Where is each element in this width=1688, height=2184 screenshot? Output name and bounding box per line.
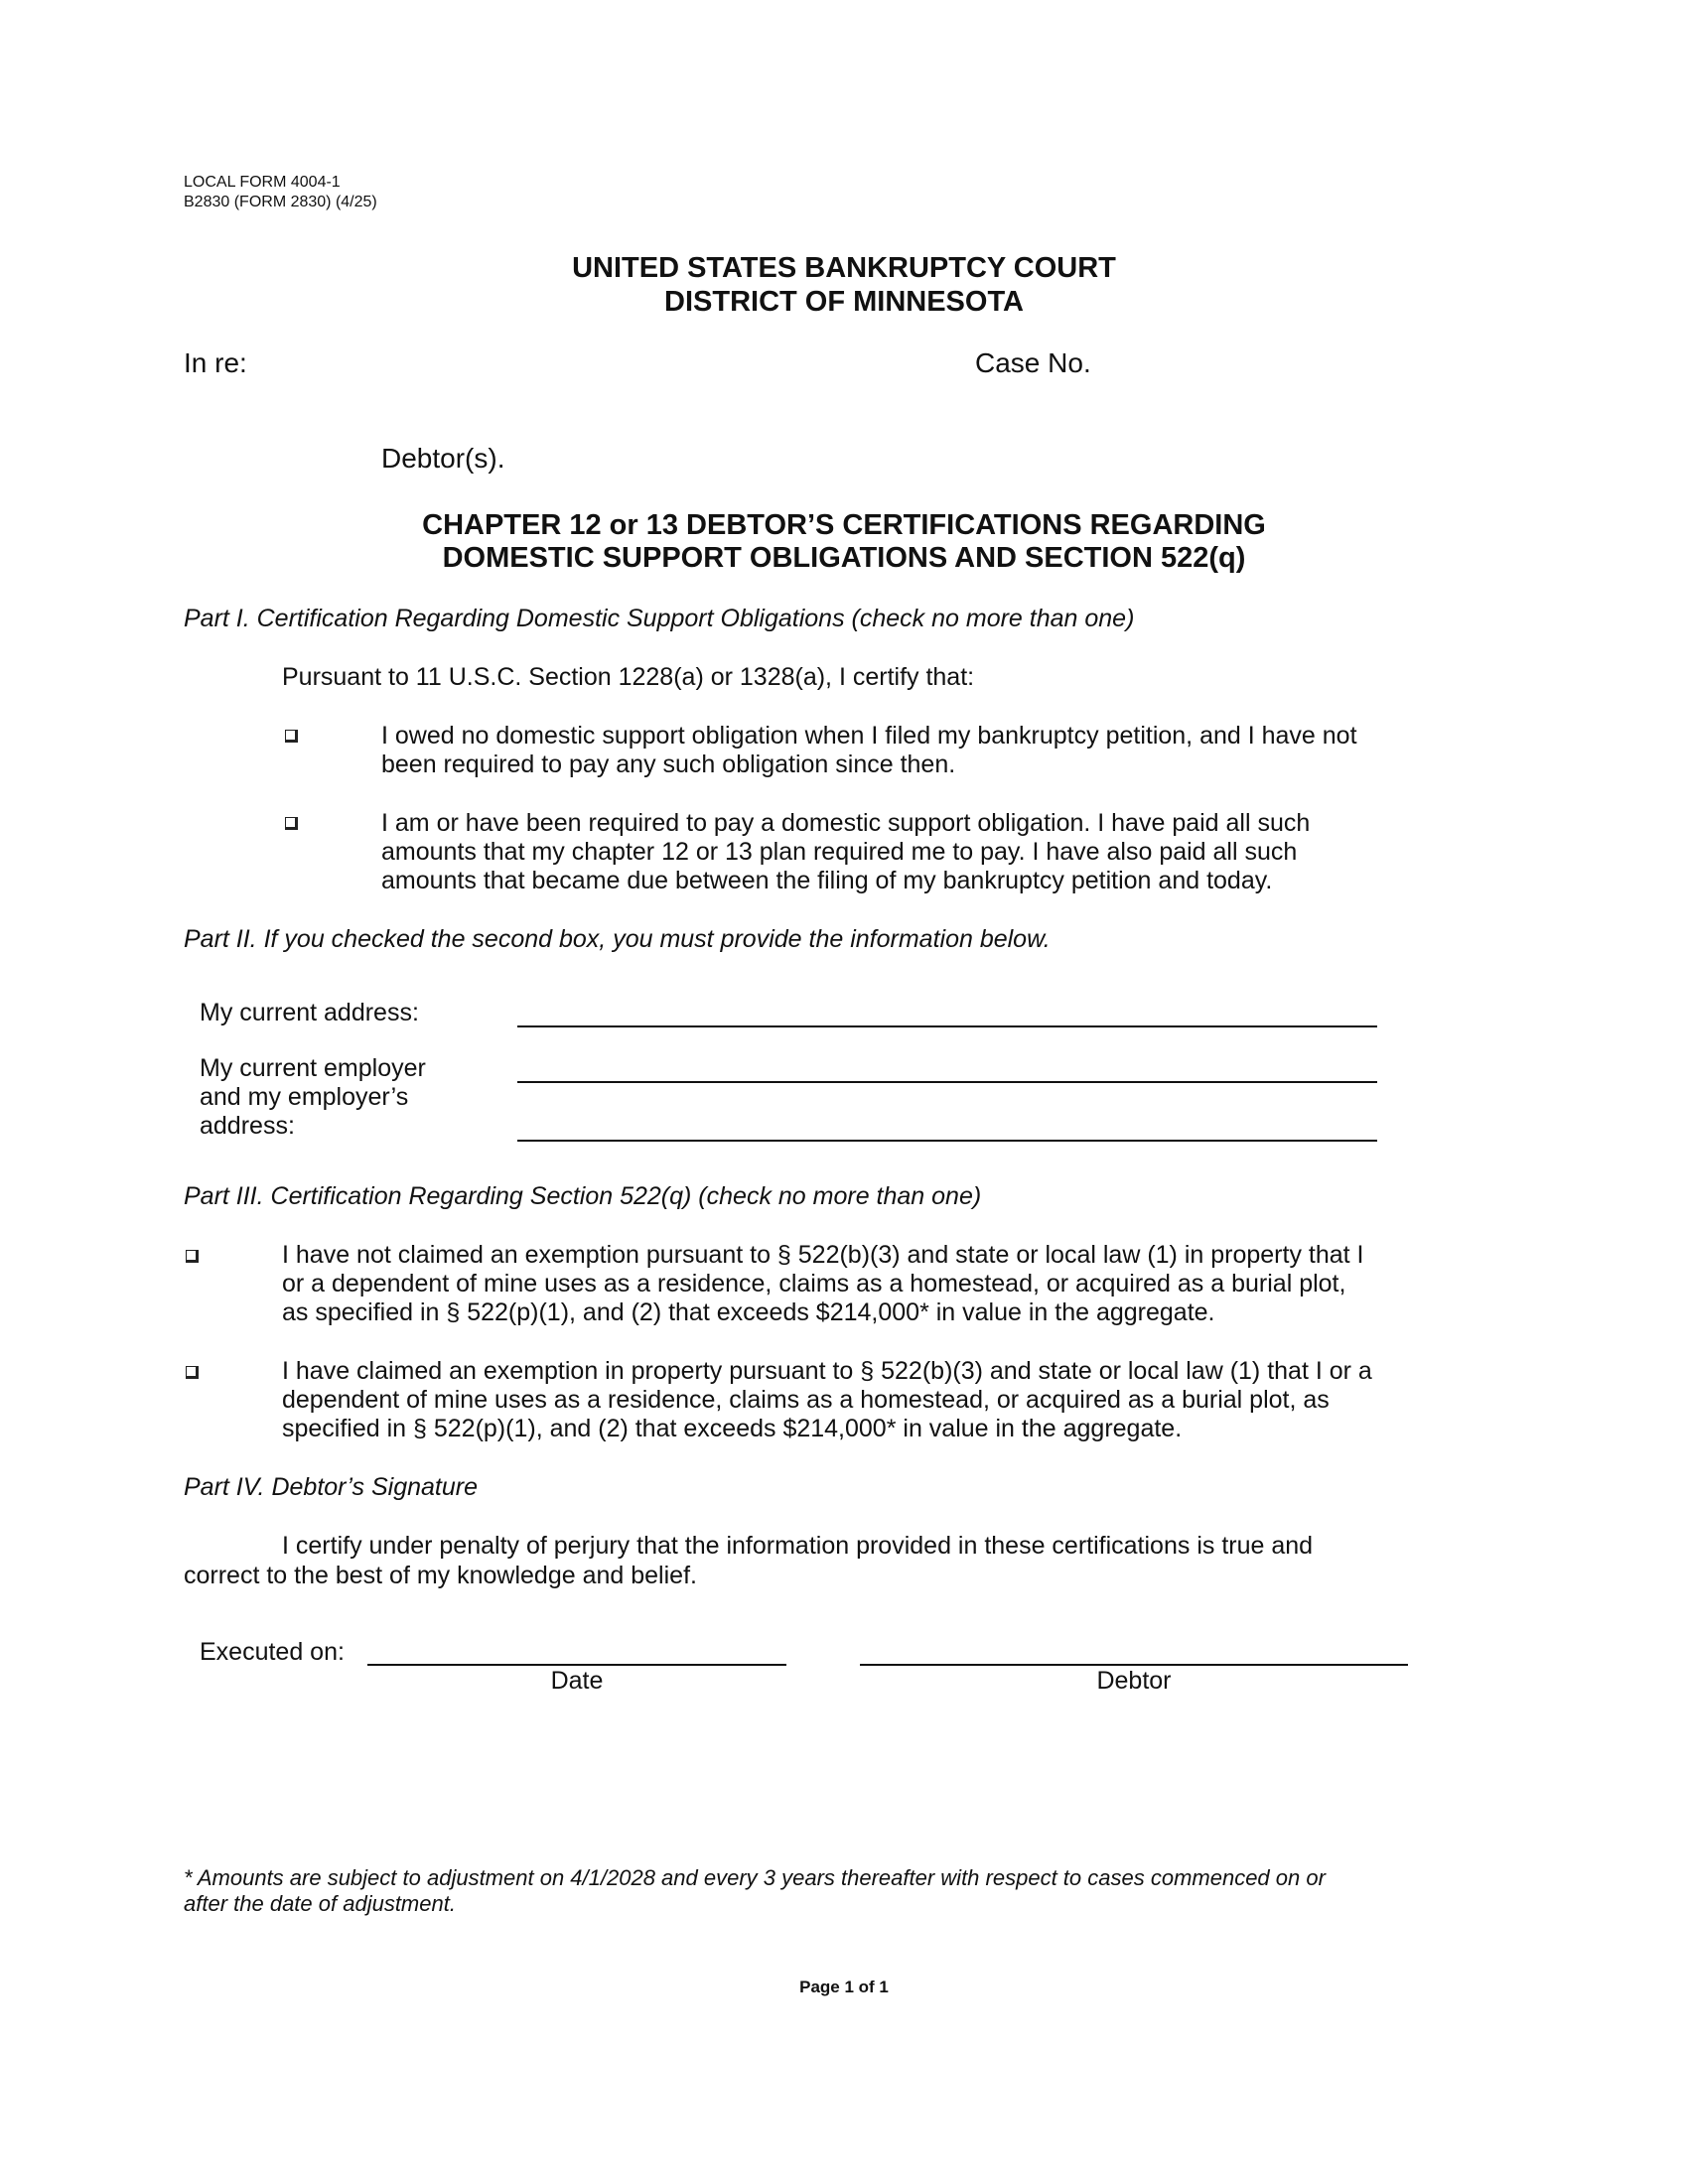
part1-intro: Pursuant to 11 U.S.C. Section 1228(a) or 1328(a), I certify that: <box>282 663 975 691</box>
case-no-label: Case No. <box>975 347 1091 378</box>
text-line: dependent of mine uses as a residence, claims as a homestead, or acquired as a burial plot, as <box>282 1386 1330 1414</box>
in-re-label: In re: <box>184 347 247 378</box>
debtors-label: Debtor(s). <box>381 443 505 474</box>
form-ref: B2830 (FORM 2830) (4/25) <box>184 194 377 210</box>
text-line: amounts that became due between the filing of my bankruptcy petition and today. <box>381 867 1273 894</box>
court-name: UNITED STATES BANKRUPTCY COURT <box>572 252 1116 284</box>
doc-title-line2: DOMESTIC SUPPORT OBLIGATIONS AND SECTION 522(q) <box>442 542 1246 574</box>
employer-field-line2[interactable] <box>517 1140 1377 1142</box>
text-line: address: <box>200 1112 295 1140</box>
part3-option2-text <box>282 1357 1372 1443</box>
text-line: I have not claimed an exemption pursuant to § 522(b)(3) and state or local law (1) in property that I <box>282 1241 1364 1269</box>
text-line: specified in § 522(p)(1), and (2) that exceeds $214,000* in value in the aggregate. <box>282 1415 1183 1442</box>
text-line: been required to pay any such obligation since then. <box>381 751 956 778</box>
current-address-field[interactable] <box>517 1025 1377 1027</box>
part1-heading: Part I. Certification Regarding Domestic Support Obligations (check no more than one) <box>184 605 1135 632</box>
form-id: LOCAL FORM 4004-1 <box>184 174 341 191</box>
part3-heading: Part III. Certification Regarding Section 522(q) (check no more than one) <box>184 1182 982 1210</box>
debtor-label: Debtor <box>1096 1667 1172 1695</box>
date-label: Date <box>550 1667 604 1695</box>
page-number: Page 1 of 1 <box>799 1978 889 1996</box>
part1-option1-checkbox[interactable] <box>285 730 298 743</box>
employer-field-line1[interactable] <box>517 1081 1377 1083</box>
text-line: I owed no domestic support obligation when I filed my bankruptcy petition, and I have not <box>381 722 1357 750</box>
court-district: DISTRICT OF MINNESOTA <box>664 286 1024 318</box>
part2-heading: Part II. If you checked the second box, you must provide the information below. <box>184 925 1051 953</box>
perjury-statement-line1: I certify under penalty of perjury that the information provided in these certifications is true and <box>282 1532 1314 1560</box>
part4-heading: Part IV. Debtor’s Signature <box>184 1473 478 1501</box>
date-signature-line[interactable] <box>367 1664 786 1666</box>
text-line: or a dependent of mine uses as a residence, claims as a homestead, or acquired as a burial plot, <box>282 1270 1346 1297</box>
part1-option2-checkbox[interactable] <box>285 817 298 830</box>
text-line: amounts that my chapter 12 or 13 plan required me to pay. I have also paid all such <box>381 838 1298 866</box>
text-line: and my employer’s <box>200 1083 409 1111</box>
employer-label <box>200 1054 426 1141</box>
executed-on-label: Executed on: <box>200 1638 345 1666</box>
text-line: My current employer <box>200 1054 426 1082</box>
part1-option1-text <box>381 722 1357 779</box>
part3-option2-checkbox[interactable] <box>186 1366 199 1379</box>
part3-option1-checkbox[interactable] <box>186 1250 199 1263</box>
text-line: as specified in § 522(p)(1), and (2) that exceeds $214,000* in value in the aggregate. <box>282 1298 1215 1326</box>
current-address-label: My current address: <box>200 999 419 1026</box>
doc-title-line1: CHAPTER 12 or 13 DEBTOR’S CERTIFICATIONS REGARDING <box>422 509 1266 541</box>
text-line: after the date of adjustment. <box>184 1891 456 1916</box>
debtor-signature-line[interactable] <box>860 1664 1408 1666</box>
text-line: I am or have been required to pay a domestic support obligation. I have paid all such <box>381 809 1311 837</box>
part1-option2-text <box>381 809 1310 895</box>
perjury-statement-line2: correct to the best of my knowledge and belief. <box>184 1562 697 1589</box>
text-line: * Amounts are subject to adjustment on 4/1/2028 and every 3 years thereafter with respect to cases commenced on or <box>184 1865 1326 1890</box>
footnote <box>184 1865 1326 1917</box>
text-line: I have claimed an exemption in property pursuant to § 522(b)(3) and state or local law (1) that I or a <box>282 1357 1372 1385</box>
part3-option1-text <box>282 1241 1363 1327</box>
